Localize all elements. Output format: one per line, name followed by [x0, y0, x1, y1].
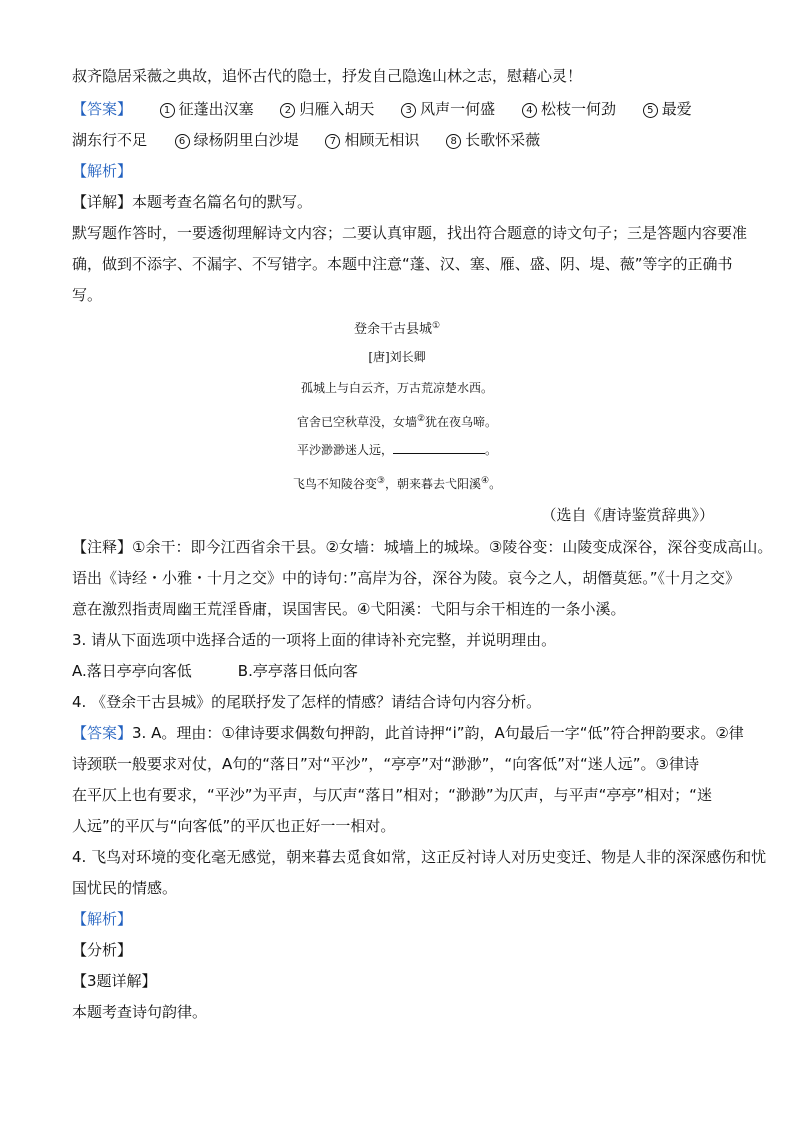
jiexi-heading-2: 【解析】 — [72, 910, 133, 928]
poem-author: [唐]刘长卿 — [368, 350, 426, 364]
para1-line-b: 确，做到不添字、不漏字、不写错字。本题中注意“蓬、汉、塞、雁、盛、阴、堤、薇”等字的正确书 — [72, 255, 733, 273]
q3-detail-heading: 【3题详解】 — [72, 972, 157, 990]
detail-label: 【详解】 — [72, 193, 133, 211]
answer2-label: 【答案】 — [72, 724, 133, 742]
para1-line-a: 默写题作答时，一要透彻理解诗文内容；二要认真审题，找出符合题意的诗文句子；三是答题内容要准 — [72, 224, 748, 242]
poem-line-2: 官舍已空秋草没，女墙②犹在夜乌啼。 — [296, 414, 498, 429]
para1-line-c: 写。 — [72, 286, 103, 304]
answer1-item-8: 8 长歌怀采薇 — [446, 131, 540, 149]
answer1-item-1: 1 征蓬出汉塞 — [160, 100, 254, 118]
fenxi-heading: 【分析】 — [72, 941, 133, 959]
poem-title: 登余干古县城① — [353, 321, 441, 337]
answer2-line-2: 诗颈联一般要求对仗，A句的“落日”对“平沙”，“亭亭”对“渺渺”，“向客低”对“迷人远”。③律诗 — [72, 755, 699, 773]
answer1-line2 — [72, 130, 562, 150]
circled-number-7: 7 — [325, 134, 340, 149]
answer1-line1 — [72, 99, 692, 119]
detail-text: 本题考查名篇名句的默写。 — [132, 193, 313, 211]
answer2-line-6: 国忧民的情感。 — [72, 879, 178, 897]
answer1-item-5: 5 最爱 — [643, 100, 692, 118]
jiexi-heading-1: 【解析】 — [72, 162, 133, 180]
notes-line-1: 【注释】①余干：即今江西省余干县。②女墙：城墙上的城垛。③陵谷变：山陵变成深谷，深谷变成高山。 — [72, 538, 773, 556]
answer1-item-3: 3 风声一何盛 — [401, 100, 495, 118]
detail-line — [72, 192, 312, 212]
circled-number-4: 4 — [522, 103, 537, 118]
option-b: B.亭亭落日低向客 — [237, 662, 358, 680]
circled-number-6: 6 — [175, 134, 190, 149]
answer1-item-6: 6 绿杨阴里白沙堤 — [175, 131, 299, 149]
answer1-item-2: 2 归雁入胡天 — [280, 100, 374, 118]
option-a: A.落日亭亭向客低 — [72, 662, 192, 680]
poem-line-1: 孤城上与白云齐，万古荒凉楚水西。 — [300, 381, 493, 395]
answer1-item-4: 4 松枝一何劲 — [522, 100, 616, 118]
answer1-item-5-cont: 湖东行不足 — [72, 131, 148, 149]
answer2-line-3: 在平仄上也有要求，“平沙”为平声，与仄声“落日”相对；“渺渺”为仄声，与平声“亭亭”相对；“迷 — [72, 786, 712, 804]
circled-number-5: 5 — [643, 103, 658, 118]
notes-label: 【注释】 — [72, 538, 133, 556]
poem-line-4: 飞鸟不知陵谷变③，朝来暮去弋阳溪④。 — [292, 476, 502, 491]
answer2-line-1: 【答案】3. A。理由：①律诗要求偶数句押韵，此首诗押“i”韵，A句最后一字“低”符合押韵要求。②律 — [72, 724, 744, 742]
circled-number-2: 2 — [280, 103, 295, 118]
poem-line-3: 平沙渺渺迷人远， 。 — [296, 443, 498, 457]
question-3-options — [72, 661, 358, 681]
intro-line: 叔齐隐居采薇之典故，追怀古代的隐士，抒发自己隐逸山林之志，慰藉心灵！ — [72, 67, 583, 85]
circled-number-8: 8 — [446, 134, 461, 149]
question-4: 4. 《登余干古县城》的尾联抒发了怎样的情感？请结合诗句内容分析。 — [72, 693, 542, 711]
answer1-label: 【答案】 — [72, 100, 133, 118]
answer2-line-4: 人远”的平仄与“向客低”的平仄也正好一一相对。 — [72, 817, 396, 835]
answer1-item-7: 7 相顾无相识 — [325, 131, 419, 149]
question-3: 3. 请从下面选项中选择合适的一项将上面的律诗补充完整，并说明理由。 — [72, 631, 557, 649]
notes-line-2: 语出《诗经・小雅・十月之交》中的诗句：”高岸为谷，深谷为陵。哀今之人，胡僭莫惩。”《十月之交》 — [72, 569, 741, 587]
notes-line-3: 意在激烈指责周幽王荒淫昏庸，误国害民。④弋阳溪：弋阳与余干相连的一条小溪。 — [72, 600, 626, 618]
q3-detail-text: 本题考查诗句韵律。 — [72, 1003, 208, 1021]
answer2-line-5: 4. 飞鸟对环境的变化毫无感觉，朝来暮去觅食如常，这正反衬诗人对历史变迁、物是人非的深深感伤和忧 — [72, 848, 767, 866]
circled-number-3: 3 — [401, 103, 416, 118]
poem-source: （选自《唐诗鉴赏辞典》） — [541, 506, 714, 524]
circled-number-1: 1 — [160, 103, 175, 118]
poem-blank — [393, 443, 485, 454]
